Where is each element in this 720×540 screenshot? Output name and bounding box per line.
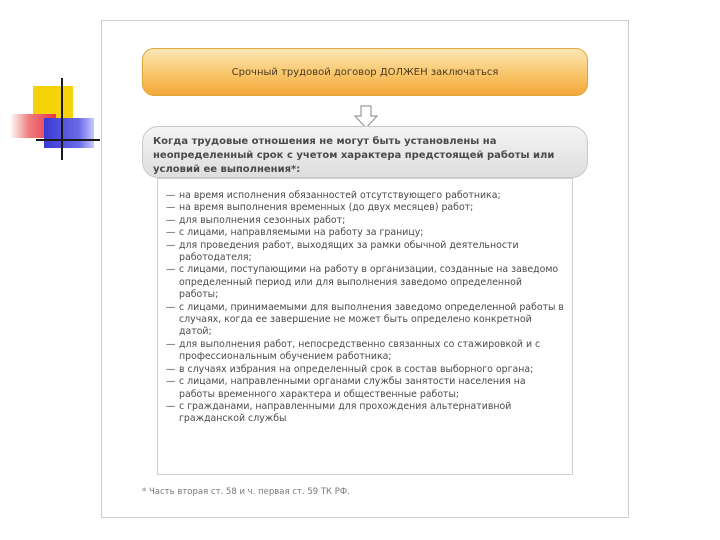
dash-bullet: — [166,338,176,350]
list-item [166,339,564,364]
dash-bullet: — [166,239,176,251]
dash-bullet: — [166,363,176,375]
dash-bullet: — [166,214,176,226]
decor-vertical-line [61,78,63,160]
list-item-text: в случаях избрания на определенный срок в состав выборного органа; [179,363,534,375]
list-item [166,202,564,214]
list-item-text: с лицами, поступающими на работу в организации, созданные на заведомо определенный период или для выполнения заведомо определенной работы; [179,264,559,301]
list-item-text: для выполнения работ, непосредственно связанных со стажировкой и с профессиональным обучением работника; [179,338,541,363]
list-item [166,240,564,265]
list-item [166,215,564,227]
list-item [166,190,564,202]
condition-box [142,126,588,178]
list-item [166,302,564,339]
slide-frame [101,20,629,518]
list-item [166,401,564,426]
dash-bullet: — [166,202,176,214]
list-item [166,376,564,401]
list-item-text: для проведения работ, выходящих за рамки обычной деятельности работодателя; [179,239,519,264]
dash-bullet: — [166,227,176,239]
list-item [166,264,564,301]
list-item-text: на время исполнения обязанностей отсутствующего работника; [179,190,501,201]
dash-bullet: — [166,400,176,412]
list-item-text: с лицами, принимаемыми для выполнения заведомо определенной работы в случаях, когда ее завершение не может быть определено конкретной датой; [179,301,564,338]
dash-bullet: — [166,190,176,201]
dash-bullet: — [166,376,176,388]
decor-horizontal-line [36,139,100,141]
cases-list-box [157,178,573,475]
list-item-text: для выполнения сезонных работ; [179,214,346,226]
footnote: * Часть вторая ст. 58 и ч. первая ст. 59 ТК РФ. [142,487,350,497]
cases-list [166,190,564,426]
header-box [142,48,588,96]
dash-bullet: — [166,264,176,276]
list-item-text: с лицами, направленными органами службы занятости населения на работы временного характера и общественные работы; [179,376,526,400]
decor-blue-square [44,118,94,148]
dash-bullet: — [166,301,176,313]
list-item-text: с гражданами, направленными для прохождения альтернативной гражданской службы [179,400,512,425]
list-item [166,227,564,239]
header-title: Срочный трудовой договор ДОЛЖЕН заключаться [231,66,499,78]
list-item-text: на время выполнения временных (до двух месяцев) работ; [179,202,474,214]
list-item [166,364,564,376]
list-item-text: с лицами, направляемыми на работу за границу; [179,227,424,239]
condition-text: Когда трудовые отношения не могут быть установлены на неопределенный срок с учетом характера предстоящей работы или условий ее выполнения*: [153,136,555,175]
